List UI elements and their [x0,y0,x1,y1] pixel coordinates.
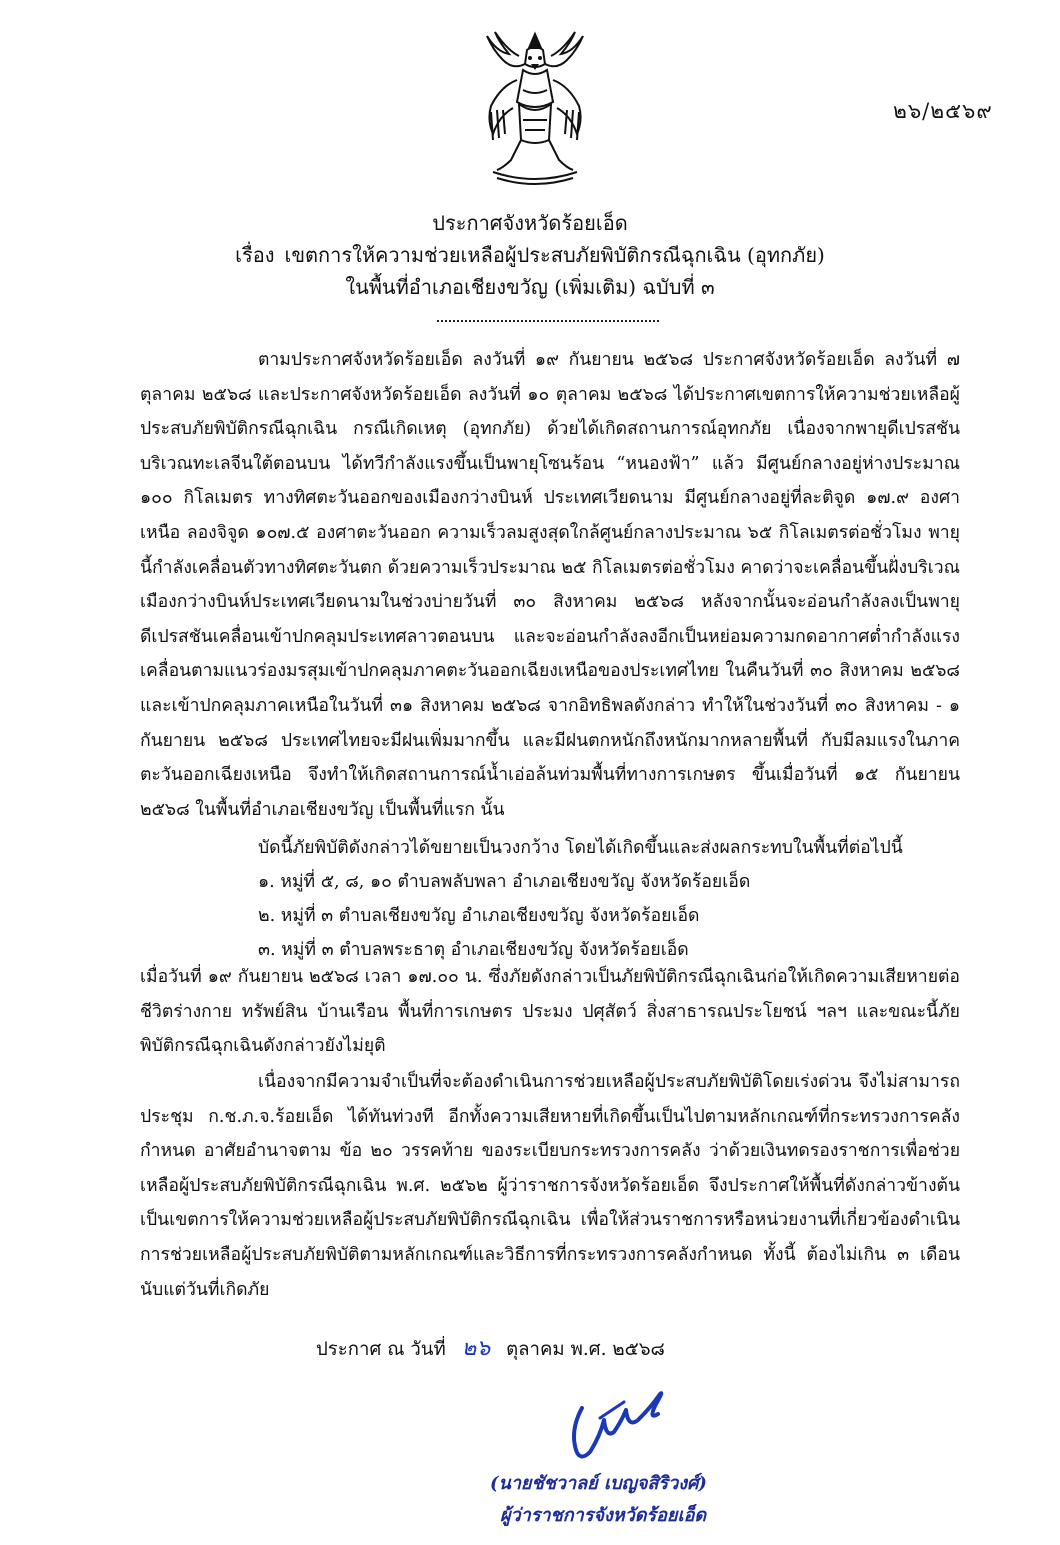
document-number: ๒๖/๒๕๖๙ [893,99,993,123]
subject-text: เขตการให้ความช่วยเหลือผู้ประสบภัยพิบัติกรณีฉุกเฉิน (อุทกภัย) [284,243,825,267]
divider [437,320,659,322]
subject-label: เรื่อง [235,243,275,267]
date-month-year: ตุลาคม พ.ศ. ๒๕๖๘ [506,1339,665,1360]
paragraph-damage: เมื่อวันที่ ๑๙ กันยายน ๒๕๖๘ เวลา ๑๗.๐๐ น. ซึ่งภัยดังกล่าวเป็นภัยพิบัติกรณีฉุกเฉินก่อให้เกิดความเสียหายต่อชีวิตร่างกาย ทรัพย์สิน บ้านเรือน พื้นที่การเกษตร ประมง ปศุสัตว์ สิ่งสาธารณประโยชน์ ฯลฯ และขณะนี้ภัยพิบัติกรณีฉุกเฉินดังกล่าวยังไม่ยุติ [140,967,960,1057]
subject-line-2: ในพื้นที่อำเภอเชียงขวัญ (เพิ่มเติม) ฉบับที่ ๓ [345,275,715,299]
date-prefix: ประกาศ ณ วันที่ [316,1339,446,1360]
affected-area-1: ๑. หมู่ที่ ๕, ๘, ๑๐ ตำบลพลับพลา อำเภอเชียงขวัญ จังหวัดร้อยเอ็ด [258,872,751,892]
announcement-date [316,1330,665,1365]
paragraph-background: ตามประกาศจังหวัดร้อยเอ็ด ลงวันที่ ๑๙ กันยายน ๒๕๖๘ ประกาศจังหวัดร้อยเอ็ด ลงวันที่ ๗ ตุลาคม ๒๕๖๘ และประกาศจังหวัดร้อยเอ็ด ลงวันที่ ๑๐ ตุลาคม ๒๕๖๘ ได้ประกาศเขตการให้ความช่วยเหลือผู้ประสบภัยพิบัติกรณีฉุกเฉิน กรณีเกิดเหตุ (อุทกภัย) ด้วยได้เกิดสถานการณ์อุทกภัย เนื่องจากพายุดีเปรสชันบริเวณทะเลจีนใต้ตอนบน ได้ทวีกำลังแรงขึ้นเป็นพายุโซนร้อน “หนองฟ้า” แล้ว มีศูนย์กลางอยู่ห่างประมาณ ๑๐๐ กิโลเมตร ทางทิศตะวันออกของเมืองกว่างบินห์ ประเทศเวียดนาม มีศูนย์กลางอยู่ที่ละติจูด ๑๗.๙ องศาเหนือ ลองจิจูด ๑๐๗.๕ องศาตะวันออก ความเร็วลมสูงสุดใกล้ศูนย์กลางประมาณ ๖๕ กิโลเมตรต่อชั่วโมง พายุนี้กำลังเคลื่อนตัวทางทิศตะวันตก ด้วยความเร็วประมาณ ๒๕ กิโลเมตรต่อชั่วโมง คาดว่าจะเคลื่อนขึ้นฝั่งบริเวณเมืองกว่างบินห์ประเทศเวียดนามในช่วงบ่ายวันที่ ๓๐ สิงหาคม ๒๕๖๘ หลังจากนั้นจะอ่อนกำลังลงเป็นพายุดีเปรสชันเคลื่อนเข้าปกคลุมประเทศลาวตอนบน และจะอ่อนกำลังลงอีกเป็นหย่อมความกดอากาศต่ำกำลังแรงเคลื่อนตามแนวร่องมรสุมเข้าปกคลุมภาคตะวันออกเฉียงเหนือของประเทศไทย ในคืนวันที่ ๓๐ สิงหาคม ๒๕๖๘ และเข้าปกคลุมภาคเหนือในวันที่ ๓๑ สิงหาคม ๒๕๖๘ จากอิทธิพลดังกล่าว ทำให้ในช่วงวันที่ ๓๐ สิงหาคม - ๑ กันยายน ๒๕๖๘ ประเทศไทยจะมีฝนเพิ่มมากขึ้น และมีฝนตกหนักถึงหนักมากหลายพื้นที่ กับมีลมแรงในภาคตะวันออกเฉียงเหนือ จึงทำให้เกิดสถานการณ์น้ำเอ่อล้นท่วมพื้นที่ทางการเกษตร ขึ้นเมื่อวันที่ ๑๕ กันยายน ๒๕๖๘ ในพื้นที่อำเภอเชียงขวัญ เป็นพื้นที่แรก นั้น [140,350,960,820]
subject-line [0,239,1060,271]
announcement-heading [0,207,1060,303]
affected-area-2: ๒. หมู่ที่ ๓ ตำบลเชียงขวัญ อำเภอเชียงขวัญ จังหวัดร้อยเอ็ด [258,906,700,926]
signer-name: (นายชัชวาลย์ เบญจสิริวงศ์) [490,1473,707,1494]
paragraph-spread-intro: บัดนี้ภัยพิบัติดังกล่าวได้ขยายเป็นวงกว้าง โดยได้เกิดขึ้นและส่งผลกระทบในพื้นที่ต่อไปนี้ [258,838,903,858]
page-title: ประกาศจังหวัดร้อยเอ็ด [432,211,628,235]
garuda-emblem-icon [483,30,588,190]
paragraph-declaration: เนื่องจากมีความจำเป็นที่จะต้องดำเนินการช่วยเหลือผู้ประสบภัยพิบัติโดยเร่งด่วน จึงไม่สามารถประชุม ก.ช.ภ.จ.ร้อยเอ็ด ได้ทันท่วงที อีกทั้งความเสียหายที่เกิดขึ้นเป็นไปตามหลักเกณฑ์ที่กระทรวงการคลังกำหนด อาศัยอำนาจตาม ข้อ ๒๐ วรรคท้าย ของระเบียบกระทรวงการคลัง ว่าด้วยเงินทดรองราชการเพื่อช่วยเหลือผู้ประสบภัยพิบัติกรณีฉุกเฉิน พ.ศ. ๒๕๖๒ ผู้ว่าราชการจังหวัดร้อยเอ็ด จึงประกาศให้พื้นที่ดังกล่าวข้างต้นเป็นเขตการให้ความช่วยเหลือผู้ประสบภัยพิบัติกรณีฉุกเฉิน เพื่อให้ส่วนราชการหรือหน่วยงานที่เกี่ยวข้องดำเนินการช่วยเหลือผู้ประสบภัยพิบัติตามหลักเกณฑ์และวิธีการที่กระทรวงการคลังกำหนด ทั้งนี้ ต้องไม่เกิน ๓ เดือน นับแต่วันที่เกิดภัย [140,1072,960,1300]
handwritten-signature-icon [560,1380,680,1465]
date-day: ๒๖ [461,1336,491,1361]
signer-position: ผู้ว่าราชการจังหวัดร้อยเอ็ด [500,1505,707,1526]
affected-area-3: ๓. หมู่ที่ ๓ ตำบลพระธาตุ อำเภอเชียงขวัญ จังหวัดร้อยเอ็ด [258,940,689,960]
